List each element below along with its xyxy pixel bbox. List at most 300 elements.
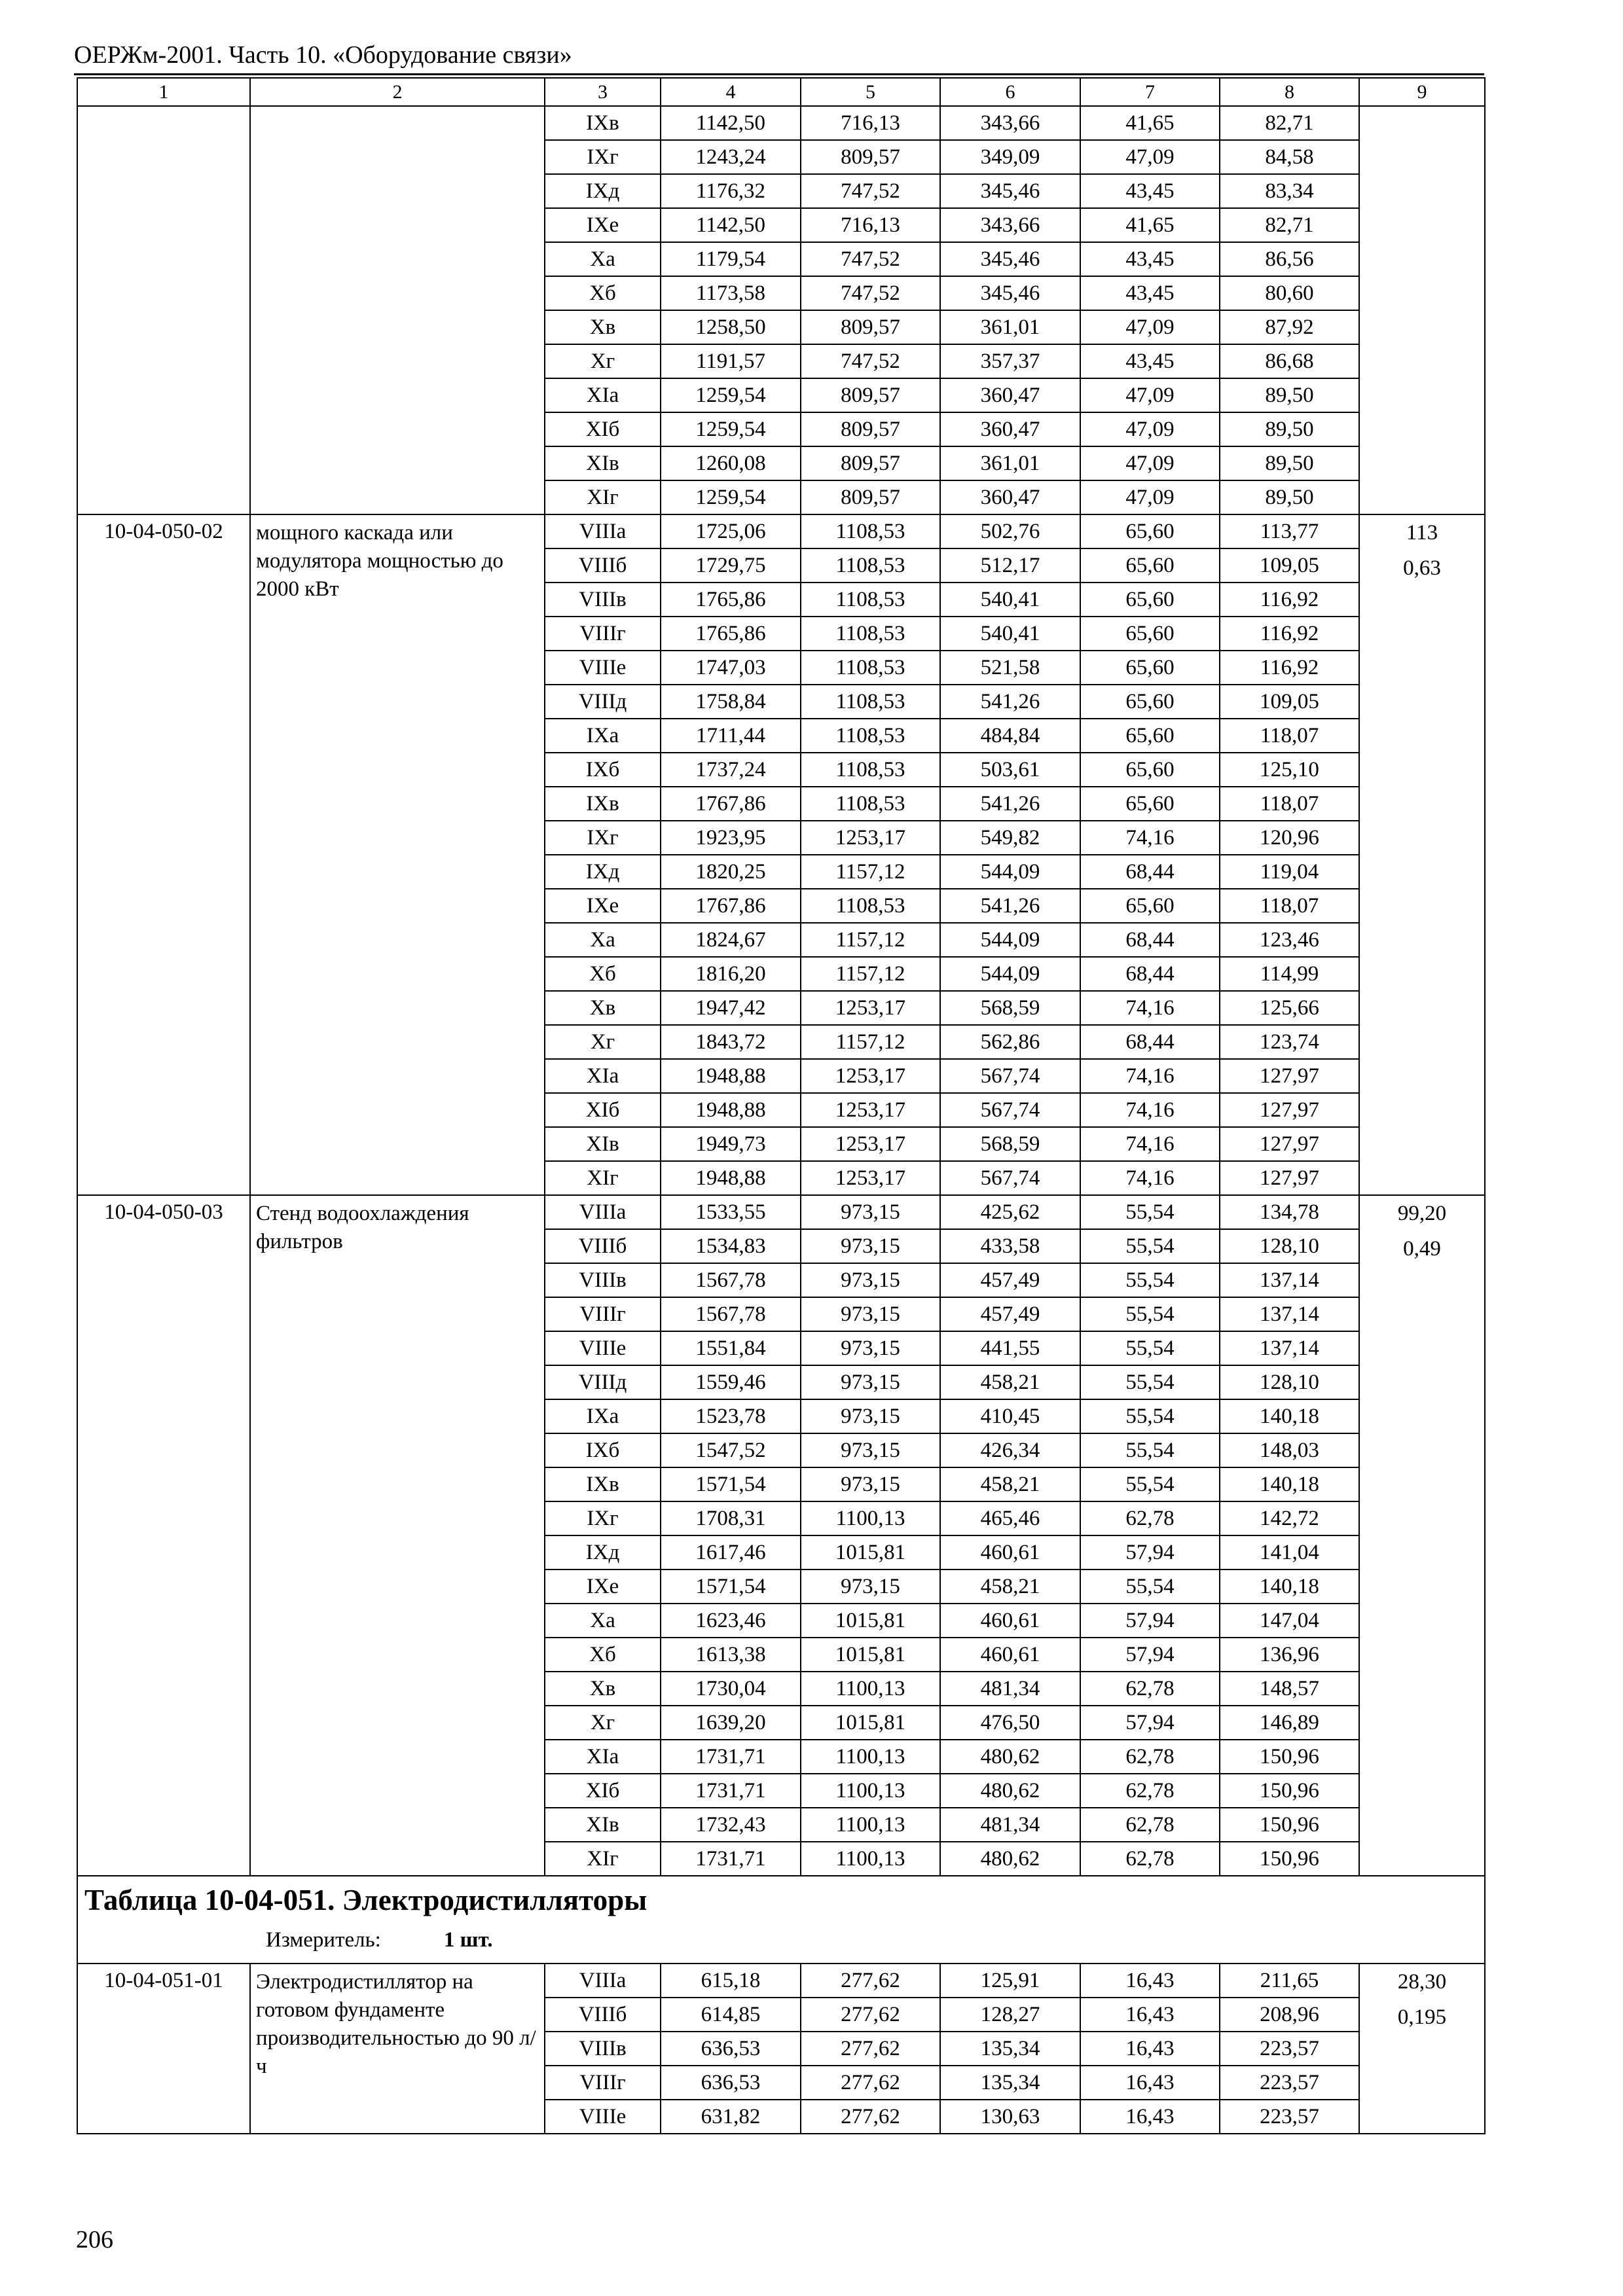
table-cell: 1947,42 [661,991,801,1025]
table-cell: 74,16 [1080,1059,1220,1093]
table-cell: Xг [545,1025,661,1059]
table-cell: 277,62 [801,2032,940,2066]
table-cell: 55,54 [1080,1229,1220,1263]
table-cell: 277,62 [801,2100,940,2134]
table-cell: 43,45 [1080,276,1220,310]
table-cell: 747,52 [801,174,940,208]
table-cell: VIIIб [545,1229,661,1263]
measure-line [266,1924,1484,1956]
table-cell: 1015,81 [801,1604,940,1638]
col9-value: 99,20 [1397,1202,1447,1225]
table-cell: IXа [545,719,661,753]
table-cell: 1108,53 [801,719,940,753]
table-cell: 1731,71 [661,1740,801,1774]
table-cell: 1157,12 [801,1025,940,1059]
table-cell: 544,09 [940,957,1080,991]
table-cell: 141,04 [1220,1535,1359,1570]
col9-values [1359,514,1485,1195]
table-cell: 460,61 [940,1638,1080,1672]
table-cell: XIв [545,446,661,480]
table-cell: 1534,83 [661,1229,801,1263]
table-cell: 128,10 [1220,1365,1359,1399]
rate-code: 10-04-050-03 [77,1195,250,1876]
table-cell: 1732,43 [661,1808,801,1842]
table-cell: 1259,54 [661,412,801,446]
table-cell: 62,78 [1080,1808,1220,1842]
table-cell: 1949,73 [661,1127,801,1161]
page-header: ОЕРЖм-2001. Часть 10. «Оборудование связи» [74,41,572,69]
table-cell: 1843,72 [661,1025,801,1059]
col9-value: 28,30 [1397,1970,1447,1994]
table-cell: 1191,57 [661,344,801,378]
table-cell: 68,44 [1080,855,1220,889]
table-row [77,514,1485,548]
table-cell: 541,26 [940,685,1080,719]
table-cell: 148,57 [1220,1672,1359,1706]
table-cell: 65,60 [1080,651,1220,685]
table-cell: 1948,88 [661,1093,801,1127]
table-cell: 541,26 [940,787,1080,821]
table-cell: Xв [545,991,661,1025]
column-number: 1 [77,78,250,106]
table-cell: 1253,17 [801,1161,940,1195]
table-cell: 480,62 [940,1842,1080,1876]
table-cell: 568,59 [940,1127,1080,1161]
table-cell: 481,34 [940,1808,1080,1842]
table-cell: Xа [545,923,661,957]
table-cell: 973,15 [801,1399,940,1433]
table-cell: 1108,53 [801,514,940,548]
table-cell: 137,14 [1220,1331,1359,1365]
table-cell: 458,21 [940,1365,1080,1399]
table-cell: 1824,67 [661,923,801,957]
table-row [77,1964,1485,1998]
rates-table [77,77,1486,2134]
column-number: 8 [1220,78,1359,106]
table-cell: 55,54 [1080,1297,1220,1331]
table-cell: 809,57 [801,412,940,446]
table-cell: 127,97 [1220,1127,1359,1161]
table-cell: 636,53 [661,2066,801,2100]
code-cell-empty [77,106,250,514]
table-cell: 1639,20 [661,1706,801,1740]
table-cell: 109,05 [1220,548,1359,583]
table-cell: 809,57 [801,446,940,480]
table-cell: IXв [545,787,661,821]
table-cell: XIв [545,1808,661,1842]
table-title: Таблица 10-04-051. Электродистилляторы [84,1884,647,1916]
table-cell: 47,09 [1080,140,1220,174]
table-cell: 567,74 [940,1093,1080,1127]
table-cell: 1108,53 [801,617,940,651]
table-cell: 567,74 [940,1059,1080,1093]
table-cell: VIIIв [545,2032,661,2066]
table-cell: 1711,44 [661,719,801,753]
table-cell: 68,44 [1080,957,1220,991]
table-cell: 1765,86 [661,583,801,617]
table-cell: 55,54 [1080,1433,1220,1467]
header-rule [74,73,1484,75]
col9-value: 0,63 [1403,556,1441,580]
table-cell: 74,16 [1080,1093,1220,1127]
table-cell: IXд [545,855,661,889]
table-cell: 360,47 [940,412,1080,446]
table-cell: 1253,17 [801,1127,940,1161]
table-cell: 1567,78 [661,1263,801,1297]
table-cell: VIIIд [545,1365,661,1399]
table-cell: 549,82 [940,821,1080,855]
table-cell: 127,97 [1220,1093,1359,1127]
table-cell: 541,26 [940,889,1080,923]
table-cell: 481,34 [940,1672,1080,1706]
table-cell: 1176,32 [661,174,801,208]
table-cell: 65,60 [1080,719,1220,753]
table-cell: 973,15 [801,1570,940,1604]
table-cell: 82,71 [1220,208,1359,242]
table-cell: 87,92 [1220,310,1359,344]
table-cell: 636,53 [661,2032,801,2066]
table-cell: Xв [545,310,661,344]
table-cell: 127,97 [1220,1161,1359,1195]
table-cell: 1729,75 [661,548,801,583]
table-cell: 465,46 [940,1501,1080,1535]
table-cell: VIIIе [545,1331,661,1365]
table-cell: 809,57 [801,310,940,344]
table-cell: 118,07 [1220,889,1359,923]
table-cell: 62,78 [1080,1842,1220,1876]
table-cell: 128,10 [1220,1229,1359,1263]
table-cell: 809,57 [801,480,940,514]
table-cell: Xб [545,957,661,991]
table-cell: XIг [545,1842,661,1876]
table-cell: Xа [545,242,661,276]
table-cell: 62,78 [1080,1501,1220,1535]
table-cell: XIб [545,1093,661,1127]
table-cell: 544,09 [940,923,1080,957]
table-cell: 114,99 [1220,957,1359,991]
column-number: 5 [801,78,940,106]
table-cell: 345,46 [940,174,1080,208]
table-cell: XIа [545,378,661,412]
table-cell: 140,18 [1220,1399,1359,1433]
table-cell: 1100,13 [801,1774,940,1808]
table-cell: 1623,46 [661,1604,801,1638]
table-cell: 1923,95 [661,821,801,855]
col9-value: 0,49 [1403,1237,1441,1261]
table-cell: 973,15 [801,1365,940,1399]
table-cell: 1765,86 [661,617,801,651]
table-cell: IXг [545,1501,661,1535]
table-cell: 65,60 [1080,889,1220,923]
table-cell: 127,97 [1220,1059,1359,1093]
table-cell: 476,50 [940,1706,1080,1740]
table-cell: 973,15 [801,1467,940,1501]
table-cell: 1015,81 [801,1638,940,1672]
table-cell: Xг [545,1706,661,1740]
table-cell: 150,96 [1220,1774,1359,1808]
table-cell: 62,78 [1080,1740,1220,1774]
table-cell: 136,96 [1220,1638,1359,1672]
table-cell: XIб [545,412,661,446]
table-cell: 1731,71 [661,1842,801,1876]
table-cell: 16,43 [1080,2032,1220,2066]
table-cell: 1613,38 [661,1638,801,1672]
table-cell: 512,17 [940,548,1080,583]
rate-description: Стенд водоохлаждения фильтров [250,1195,545,1876]
table-cell: 1259,54 [661,378,801,412]
table-cell: 457,49 [940,1263,1080,1297]
table-cell: IXд [545,174,661,208]
table-cell: 1571,54 [661,1467,801,1501]
table-cell: VIIIе [545,2100,661,2134]
table-cell: VIIIг [545,617,661,651]
table-cell: 62,78 [1080,1774,1220,1808]
table-cell: 57,94 [1080,1535,1220,1570]
table-cell: VIIIв [545,1263,661,1297]
table-cell: IXе [545,208,661,242]
table-cell: 1108,53 [801,787,940,821]
table-cell: 1730,04 [661,1672,801,1706]
table-cell: XIб [545,1774,661,1808]
table-cell: 973,15 [801,1263,940,1297]
table-cell: 82,71 [1220,106,1359,140]
table-cell: 747,52 [801,276,940,310]
table-cell: VIIIб [545,548,661,583]
table-cell: 716,13 [801,208,940,242]
table-cell: 16,43 [1080,1998,1220,2032]
table-cell: IXг [545,821,661,855]
table-cell: 809,57 [801,140,940,174]
table-cell: 150,96 [1220,1740,1359,1774]
table-cell: 68,44 [1080,923,1220,957]
table-cell: 47,09 [1080,310,1220,344]
table-cell: 973,15 [801,1229,940,1263]
table-cell: 1259,54 [661,480,801,514]
table-cell: 208,96 [1220,1998,1359,2032]
table-cell: 1100,13 [801,1672,940,1706]
table-cell: 74,16 [1080,1161,1220,1195]
column-number: 9 [1359,78,1485,106]
table-cell: 74,16 [1080,821,1220,855]
column-number: 7 [1080,78,1220,106]
table-cell: 65,60 [1080,787,1220,821]
table-cell: 458,21 [940,1570,1080,1604]
table-cell: 62,78 [1080,1672,1220,1706]
table-cell: 502,76 [940,514,1080,548]
table-cell: 1816,20 [661,957,801,991]
table-cell: 89,50 [1220,480,1359,514]
col9-value: 113 [1406,521,1438,545]
table-cell: 130,63 [940,2100,1080,2134]
table-cell: 1100,13 [801,1501,940,1535]
table-cell: 43,45 [1080,242,1220,276]
table-cell: XIа [545,1740,661,1774]
table-cell: 55,54 [1080,1399,1220,1433]
table-cell: VIIIб [545,1998,661,2032]
col9-value: 0,195 [1397,2005,1447,2029]
table-cell: 57,94 [1080,1638,1220,1672]
table-cell: 135,34 [940,2032,1080,2066]
table-cell: IXг [545,140,661,174]
table-cell: 119,04 [1220,855,1359,889]
table-cell: 43,45 [1080,344,1220,378]
table-cell: 146,89 [1220,1706,1359,1740]
table-cell: 1571,54 [661,1570,801,1604]
table-cell: 123,74 [1220,1025,1359,1059]
column-number: 2 [250,78,545,106]
table-cell: 57,94 [1080,1604,1220,1638]
table-cell: Xв [545,1672,661,1706]
table-cell: 65,60 [1080,753,1220,787]
table-cell: 1725,06 [661,514,801,548]
table-cell: 65,60 [1080,514,1220,548]
table-cell: 16,43 [1080,2100,1220,2134]
table-cell: 1737,24 [661,753,801,787]
table-cell: 1708,31 [661,1501,801,1535]
table-cell: 568,59 [940,991,1080,1025]
table-cell: 1100,13 [801,1808,940,1842]
table-cell: 148,03 [1220,1433,1359,1467]
table-cell: 458,21 [940,1467,1080,1501]
table-cell: 65,60 [1080,548,1220,583]
table-cell: IXв [545,1467,661,1501]
table-cell: 65,60 [1080,685,1220,719]
table-cell: VIIIа [545,1195,661,1229]
table-cell: 562,86 [940,1025,1080,1059]
table-cell: 540,41 [940,583,1080,617]
table-cell: 1523,78 [661,1399,801,1433]
table-cell: 223,57 [1220,2066,1359,2100]
table-cell: 65,60 [1080,583,1220,617]
rate-description: Электродистиллятор на готовом фундаменте производительностью до 90 л/ч [250,1964,545,2134]
table-cell: 55,54 [1080,1570,1220,1604]
table-cell: 349,09 [940,140,1080,174]
table-cell: 140,18 [1220,1570,1359,1604]
table-cell: 55,54 [1080,1365,1220,1399]
table-cell: 1108,53 [801,889,940,923]
table-cell: Xг [545,344,661,378]
table-cell: 1948,88 [661,1161,801,1195]
table-cell: 1179,54 [661,242,801,276]
table-cell: 614,85 [661,1998,801,2032]
table-cell: 1547,52 [661,1433,801,1467]
table-cell: 433,58 [940,1229,1080,1263]
table-cell: 277,62 [801,2066,940,2100]
table-cell: 118,07 [1220,719,1359,753]
table-cell: 123,46 [1220,923,1359,957]
table-cell: 1253,17 [801,1059,940,1093]
table-cell: 457,49 [940,1297,1080,1331]
table-cell: 1253,17 [801,991,940,1025]
col9-cell-empty [1359,106,1485,514]
table-cell: IXд [545,1535,661,1570]
table-row [77,1195,1485,1229]
table-cell: 747,52 [801,242,940,276]
column-number-row [77,78,1485,106]
table-cell: 460,61 [940,1535,1080,1570]
table-cell: 361,01 [940,310,1080,344]
table-cell: 503,61 [940,753,1080,787]
table-cell: 55,54 [1080,1263,1220,1297]
table-cell: 86,68 [1220,344,1359,378]
table-cell: 1559,46 [661,1365,801,1399]
table-cell: 1100,13 [801,1842,940,1876]
table-cell: 343,66 [940,106,1080,140]
table-cell: 357,37 [940,344,1080,378]
table-cell: 277,62 [801,1998,940,2032]
table-cell: Xб [545,1638,661,1672]
table-cell: 137,14 [1220,1263,1359,1297]
table-cell: 809,57 [801,378,940,412]
table-cell: 615,18 [661,1964,801,1998]
table-cell: 125,66 [1220,991,1359,1025]
table-cell: 1258,50 [661,310,801,344]
table-cell: 1100,13 [801,1740,940,1774]
table-cell: 1567,78 [661,1297,801,1331]
table-cell: 1767,86 [661,787,801,821]
table-cell: 116,92 [1220,617,1359,651]
measure-value: 1 шт. [443,1928,493,1952]
table-cell: 142,72 [1220,1501,1359,1535]
table-cell: 135,34 [940,2066,1080,2100]
table-cell: 973,15 [801,1297,940,1331]
table-cell: 484,84 [940,719,1080,753]
table-cell: 1108,53 [801,651,940,685]
table-cell: 973,15 [801,1331,940,1365]
table-cell: 116,92 [1220,583,1359,617]
table-cell: 480,62 [940,1740,1080,1774]
table-cell: 113,77 [1220,514,1359,548]
table-cell: 16,43 [1080,2066,1220,2100]
table-cell: 1142,50 [661,106,801,140]
table-cell: 540,41 [940,617,1080,651]
table-cell: 343,66 [940,208,1080,242]
table-cell: 147,04 [1220,1604,1359,1638]
table-cell: IXе [545,889,661,923]
rate-description: мощного каскада или модулятора мощностью до 2000 кВт [250,514,545,1195]
table-cell: 41,65 [1080,208,1220,242]
table-cell: IXа [545,1399,661,1433]
column-number: 4 [661,78,801,106]
column-number: 6 [940,78,1080,106]
table-cell: 1243,24 [661,140,801,174]
table-cell: 973,15 [801,1433,940,1467]
table-title-row [77,1876,1485,1964]
table-cell: 1157,12 [801,923,940,957]
table-cell: 1767,86 [661,889,801,923]
table-cell: 140,18 [1220,1467,1359,1501]
table-cell: 973,15 [801,1195,940,1229]
table-cell: 1157,12 [801,855,940,889]
table-cell: 345,46 [940,242,1080,276]
table-cell: 55,54 [1080,1195,1220,1229]
table-cell: IXв [545,106,661,140]
table-cell: Xб [545,276,661,310]
table-cell: 86,56 [1220,242,1359,276]
table-cell: 128,27 [940,1998,1080,2032]
table-cell: 41,65 [1080,106,1220,140]
table-cell: 68,44 [1080,1025,1220,1059]
table-cell: 211,65 [1220,1964,1359,1998]
rate-code: 10-04-050-02 [77,514,250,1195]
table-cell: 47,09 [1080,412,1220,446]
table-cell: 150,96 [1220,1842,1359,1876]
table-cell: 1820,25 [661,855,801,889]
table-cell: 1173,58 [661,276,801,310]
table-cell: 716,13 [801,106,940,140]
table-cell: 1108,53 [801,583,940,617]
table-cell: IXе [545,1570,661,1604]
